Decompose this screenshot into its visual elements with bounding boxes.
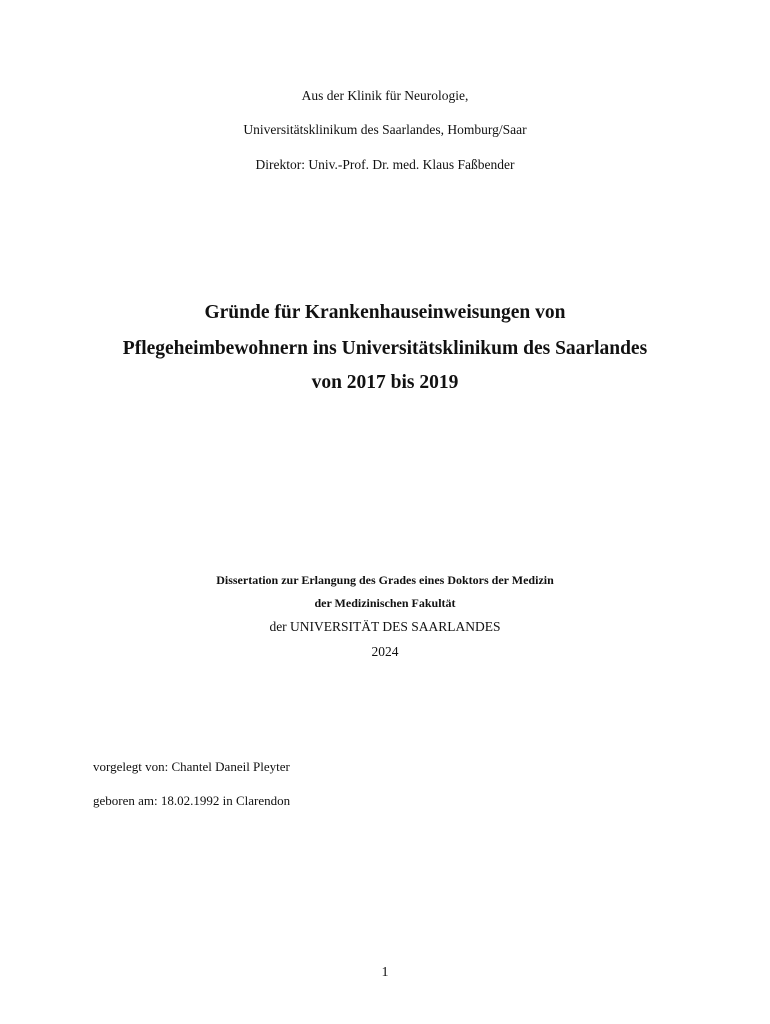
clinic-director: Direktor: Univ.-Prof. Dr. med. Klaus Faßbender	[255, 157, 515, 172]
page-number: 1	[381, 965, 389, 980]
dissertation-purpose: Dissertation zur Erlangung des Grades eines Doktors der Medizin	[216, 573, 554, 587]
submitted-by: vorgelegt von: Chantel Daneil Pleyter	[93, 759, 290, 774]
faculty-name: der Medizinischen Fakultät	[314, 596, 456, 610]
university-hospital: Universitätsklinikum des Saarlandes, Homburg/Saar	[243, 122, 527, 137]
thesis-title-line-1: Gründe für Krankenhauseinweisungen von	[204, 302, 566, 323]
thesis-title-line-2: Pflegeheimbewohnern ins Universitätsklinikum des Saarlandes	[122, 338, 648, 359]
birth-info: geboren am: 18.02.1992 in Clarendon	[93, 793, 291, 808]
submission-year: 2024	[371, 644, 399, 659]
thesis-title-line-3: von 2017 bis 2019	[311, 372, 459, 393]
university-name: der UNIVERSITÄT DES SAARLANDES	[269, 619, 501, 634]
clinic-name: Aus der Klinik für Neurologie,	[301, 88, 469, 103]
